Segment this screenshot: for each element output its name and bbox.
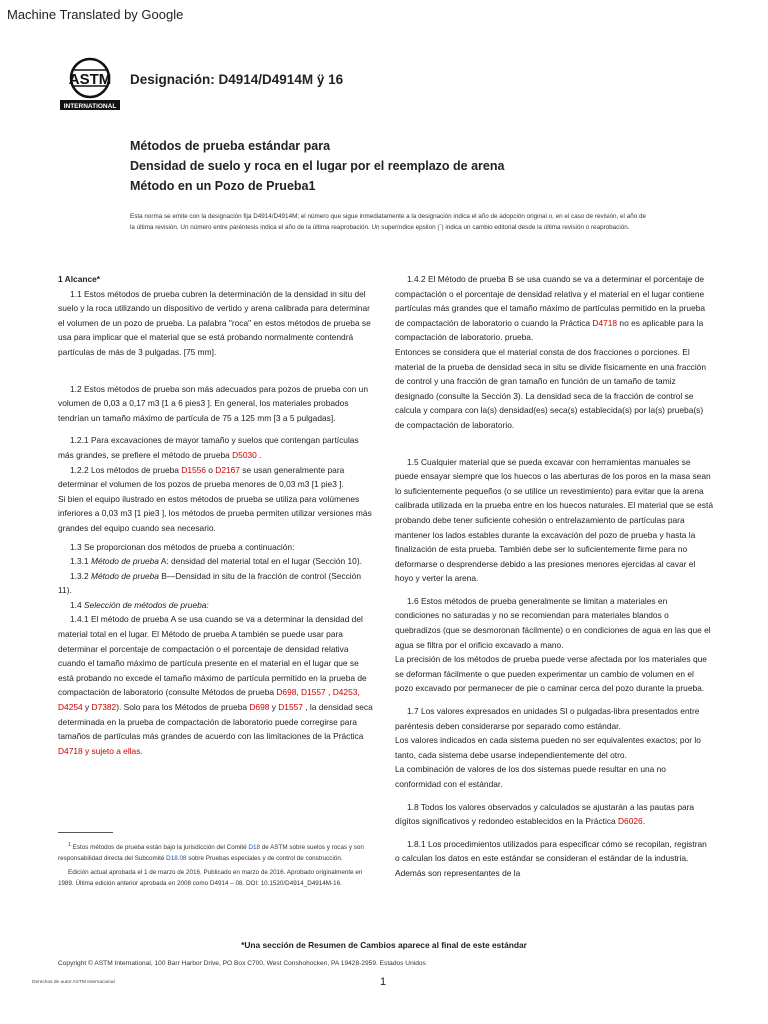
para-1-1: 1.1 Estos métodos de prueba cubren la determinación de la densidad in situ del suelo y la roca utilizando un dispositivo de vertido y arena calibrada para determinar el volumen de un pozo de prueba. La palabra "roca" en estos métodos de prueba se usa para implicar que el material que se está probando normalmente contendrá partículas de más de 3 pulgadas. [75 mm]. <box>58 288 371 357</box>
ref-d2167[interactable]: D2167 <box>215 464 240 475</box>
logo-text: ASTM <box>68 71 112 88</box>
para-1-8: 1.8 Todos los valores observados y calculados se ajustarán a las pautas para dígitos significativos y redondeo establecidos en la Práctica D6026. <box>395 801 695 827</box>
astm-logo <box>58 56 122 114</box>
footnote-divider <box>58 832 113 833</box>
para-1-3-2: 1.3.2 Método de prueba B—Densidad in situ de la fracción de control (Sección 11). <box>58 570 361 596</box>
title-line-1: Métodos de prueba estándar para <box>130 139 331 153</box>
para-1-2: 1.2 Estos métodos de prueba son más adecuados para pozos de prueba con un volumen de 0,03 a 0,17 m3 [1 a 6 pies3 ]. En general, los materiales probados tendrían un tamaño máximo de partícula de 75 a 125 mm [3 a 5 pulgadas]. <box>58 383 368 423</box>
rights-notice: Derechos de autor ASTM Internacional <box>32 980 115 985</box>
ref-d1556[interactable]: D1556 <box>181 464 206 475</box>
ref-d1557[interactable]: D1557 <box>278 702 303 713</box>
ref-d698-d1557[interactable]: D698, D1557 <box>276 687 326 698</box>
document-title <box>130 136 504 196</box>
ref-d4718[interactable]: D4718 y sujeto a ellas. <box>58 745 143 756</box>
para-1-3-1: 1.3.1 Método de prueba A: densidad del material total en el lugar (Sección 10). <box>70 556 362 567</box>
designation: Designación: D4914/D4914M ÿ 16 <box>130 72 344 87</box>
footnote-edition: Edición actual aprobada el 1 de marzo de 2016. Publicado en marzo de 2016. Aprobado originalmente en 1989. Última edición anterior aprobada en 2008 como D4914 – 08. DOI: 10.1520/D4914_D4914M-16. <box>58 869 363 887</box>
logo-subtext: INTERNATIONAL <box>63 103 117 110</box>
banner-text: Machine Translated by Google <box>7 7 184 22</box>
page-number: 1 <box>380 976 387 988</box>
ref-d4253-d4254[interactable]: D4253, D4254 <box>58 687 360 713</box>
right-column <box>395 272 713 881</box>
ref-d6026[interactable]: D6026 <box>618 816 643 827</box>
ref-d18-08[interactable]: D18.08 <box>166 854 187 862</box>
astm-logo-icon <box>58 56 122 114</box>
translation-banner <box>0 0 768 30</box>
para-1-5: 1.5 Cualquier material que se pueda excavar con herramientas manuales se puede ensayar siempre que los huecos o las aberturas de los poros en la masa sean lo suficientemente pequeños (o se utilice un revestimiento) para evitar que la arena calibrada utilizada en la prueba entre en los huecos naturales. El material que se está probando debe tener suficiente cohesión o entrelazamiento de partículas para mantener los lados estables durante la excavación del pozo de prueba y hasta la finalización de esta prueba. También debe ser lo suficientemente firme para no deformarse o desprenderse debido a las presiones menores ejercidas al cavar el hoyo y verter la arena. <box>395 456 713 584</box>
ref-d698[interactable]: D698 <box>249 702 270 713</box>
copyright: Copyright © ASTM International, 100 Barr Harbor Drive, PO Box C700, West Conshohocken, PA 19428-2959. Estados Unidos <box>58 960 426 967</box>
ref-d18[interactable]: D18 <box>248 844 260 852</box>
para-1-4: 1.4 Selección de métodos de prueba: <box>70 599 209 610</box>
para-1-7-cont2: La combinación de valores de los dos sistemas puede resultar en una no conformidad con el estándar. <box>395 764 666 789</box>
para-1-2-2: 1.2.2 Los métodos de prueba D1556 o D2167 se usan generalmente para determinar el volumen de los pozos de prueba menores de 0,03 m3 [1 pie3 ]. <box>58 464 345 490</box>
para-1-2-1: 1.2.1 Para excavaciones de mayor tamaño y suelos que contengan partículas más grandes, se prefiere el método de prueba D5030 . <box>58 435 359 460</box>
para-1-6: 1.6 Estos métodos de prueba generalmente se limitan a materiales en condiciones no saturadas y no se recomiendan para materiales blandos o quebradizos (que se desmoronan fácilmente) o en condiciones de agua en las que el agua se filtra por el orificio excavado a mano. <box>395 595 711 650</box>
scope-heading: 1 Alcance* <box>58 274 101 284</box>
footnote-jurisdiction: $^1$ Estos métodos de prueba están bajo la jurisdicción del Comité D18 de ASTM sobre suelos y rocas y son responsabilidad directa del Subcomité D18.08 sobre Pruebas especiales y de control de construcción. <box>58 842 364 862</box>
title-line-3: Método en un Pozo de Prueba1 <box>130 179 316 193</box>
title-line-2: Densidad de suelo y roca en el lugar por el reemplazo de arena <box>130 159 505 173</box>
ref-d7382[interactable]: D7382 <box>91 702 117 713</box>
ref-d4718-b[interactable]: D4718 <box>592 317 618 328</box>
para-1-4-1: 1.4.1 El método de prueba A se usa cuando se va a determinar la densidad del material total en el lugar. El Método de prueba A también se puede usar para determinar el porcentaje de compactación o el porcentaje de densidad relativa cuando el tamaño máximo de partícula presente en el material en el lugar que se está probando no excede el tamaño máximo de partícula permitido en la prueba de compactación de laboratorio (consulte Métodos de prueba D698, D1557 , D4253, D4254 y D7382). Solo para los Métodos de prueba D698 y D1557 , la densidad seca determinada en la prueba de compactación de laboratorio puede corregirse para tamaños de partículas más grandes de acuerdo con las limitaciones de la Práctica D4718 y sujeto a ellas. <box>58 614 373 756</box>
designation-notice: Esta norma se emite con la designación fija D4914/D4914M; el número que sigue inmediatamente a la designación indica el año de adopción original o, en el caso de revisión, el año de la última revisión. Un número entre paréntesis indica el año de la última reaprobación. Un superíndice epsilon (´) indica un cambio editorial desde la última revisión o reaprobación. <box>130 213 646 231</box>
para-1-4-2-cont: Entonces se considera que el material consta de dos fracciones o porciones. El material de la prueba de densidad seca in situ se divide físicamente en una fracción de control y una fracción de gran tamaño en función de un tamaño de tamiz designado (consulte la Sección 3). La densidad seca de la fracción de control se calcula y compara con la(s) densidad(es) seca(s) establecida(s) por la(s) prueba(s) de compactación de laboratorio. <box>395 346 706 430</box>
para-1-4-2: 1.4.2 El Método de prueba B se usa cuando se va a determinar el porcentaje de compactación o el porcentaje de densidad relativa y el material en el lugar contiene partículas más grandes que el tamaño máximo de partículas permitido en la prueba de compactación de laboratorio o cuando la Práctica D4718 no es aplicable para la compactación de laboratorio. prueba. <box>395 274 706 343</box>
para-1-6-cont: La precisión de los métodos de prueba puede verse afectada por los materiales que se deforman fácilmente o que pueden experimentar un cambio de volumen en el pozo excavado por permanecer de pie o caminar cerca del pozo durante la prueba. <box>395 654 707 694</box>
para-1-7: 1.7 Los valores expresados en unidades SI o pulgadas-libra presentados entre paréntesis deben considerarse por separado como estándar. <box>395 706 700 731</box>
para-1-7-cont: Los valores indicados en cada sistema pueden no ser equivalentes exactos; por lo tanto, cada sistema debe usarse independientemente del otro. <box>395 735 701 760</box>
summary-of-changes-note: *Una sección de Resumen de Cambios aparece al final de este estándar <box>241 940 527 950</box>
para-1-8-1: 1.8.1 Los procedimientos utilizados para especificar cómo se recopilan, registran o calculan los datos en este estándar se consideran el estándar de la industria. Además son representantes de la <box>395 838 707 878</box>
ref-d5030[interactable]: D5030 <box>232 449 257 460</box>
para-1-2-2-cont: Si bien el equipo ilustrado en estos métodos de prueba se utiliza para volúmenes inferiores a 0,03 m3 [1 pie3 ], los métodos de prueba permiten utilizar versiones más grandes del equipo cuando sea necesario. <box>58 493 372 533</box>
left-column <box>58 272 376 758</box>
footnote <box>58 840 378 889</box>
para-1-3: 1.3 Se proporcionan dos métodos de prueba a continuación: <box>70 541 295 552</box>
